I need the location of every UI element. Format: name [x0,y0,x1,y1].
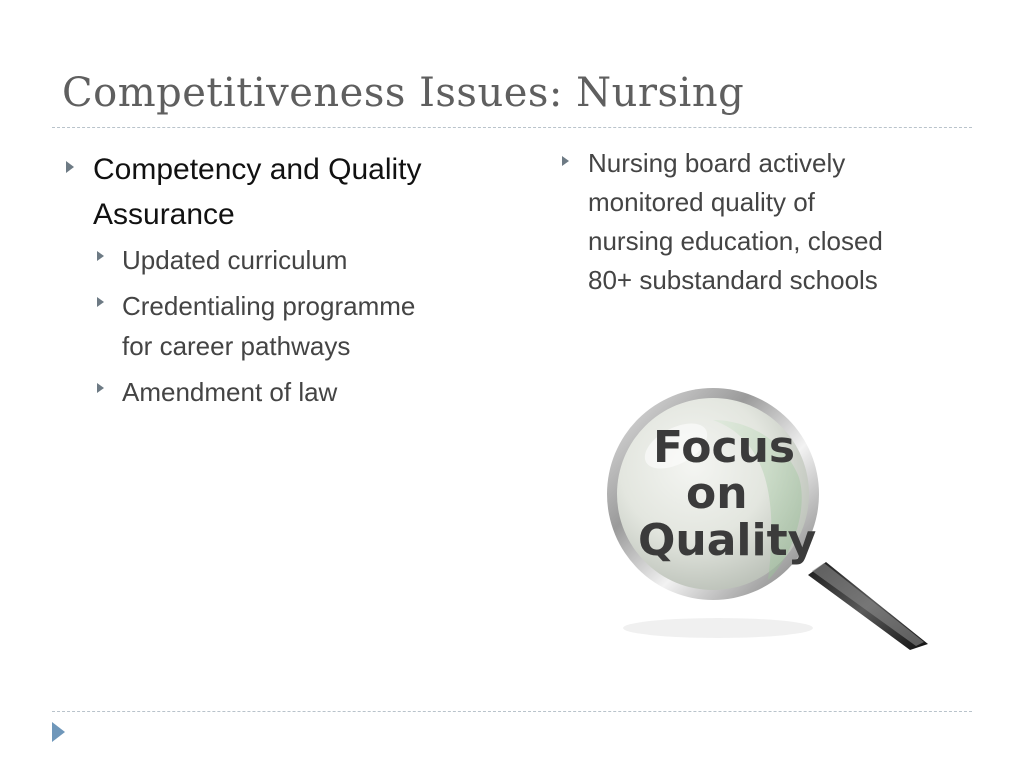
bullet-line: 80+ substandard schools [588,265,878,295]
lens-text-on: on [686,468,748,519]
sub-bullet-updated-curriculum [97,240,477,280]
title-divider [52,127,972,128]
bullet-line: Assurance [93,198,235,231]
triangle-bullet-icon [97,297,104,307]
lens-shadow [623,618,813,638]
bullet-line: Credentialing programme [122,291,416,321]
lens-text-quality: Quality [638,515,817,566]
bullet-competency-quality [66,147,486,237]
triangle-bullet-icon [97,251,104,261]
bullet-text [122,240,347,280]
focus-on-quality-magnifier-image [598,380,928,650]
bullet-text [588,144,883,300]
lens-text-focus: Focus [653,422,796,473]
slide-title: Competitiveness Issues: Nursing [62,70,745,116]
bullet-nursing-board [562,144,942,300]
bullet-line: monitored quality of [588,187,815,217]
footer-divider [52,711,972,712]
triangle-bullet-icon [66,161,74,173]
bullet-line: Nursing board actively [588,148,846,178]
triangle-bullet-icon [97,383,104,393]
bullet-line: nursing education, closed [588,226,883,256]
bullet-line: Amendment of law [122,377,338,407]
bullet-text [93,147,422,237]
bullet-line: for career pathways [122,331,351,361]
bullet-text [122,286,415,366]
bullet-line: Updated curriculum [122,245,348,275]
magnifier-handle [808,562,928,650]
sub-bullet-amendment-of-law [97,372,477,412]
bullet-text [122,372,337,412]
sub-bullet-credentialing [97,286,477,366]
bullet-line: Competency and Quality [93,153,422,186]
play-arrow-icon[interactable] [52,722,65,742]
triangle-bullet-icon [562,156,569,166]
